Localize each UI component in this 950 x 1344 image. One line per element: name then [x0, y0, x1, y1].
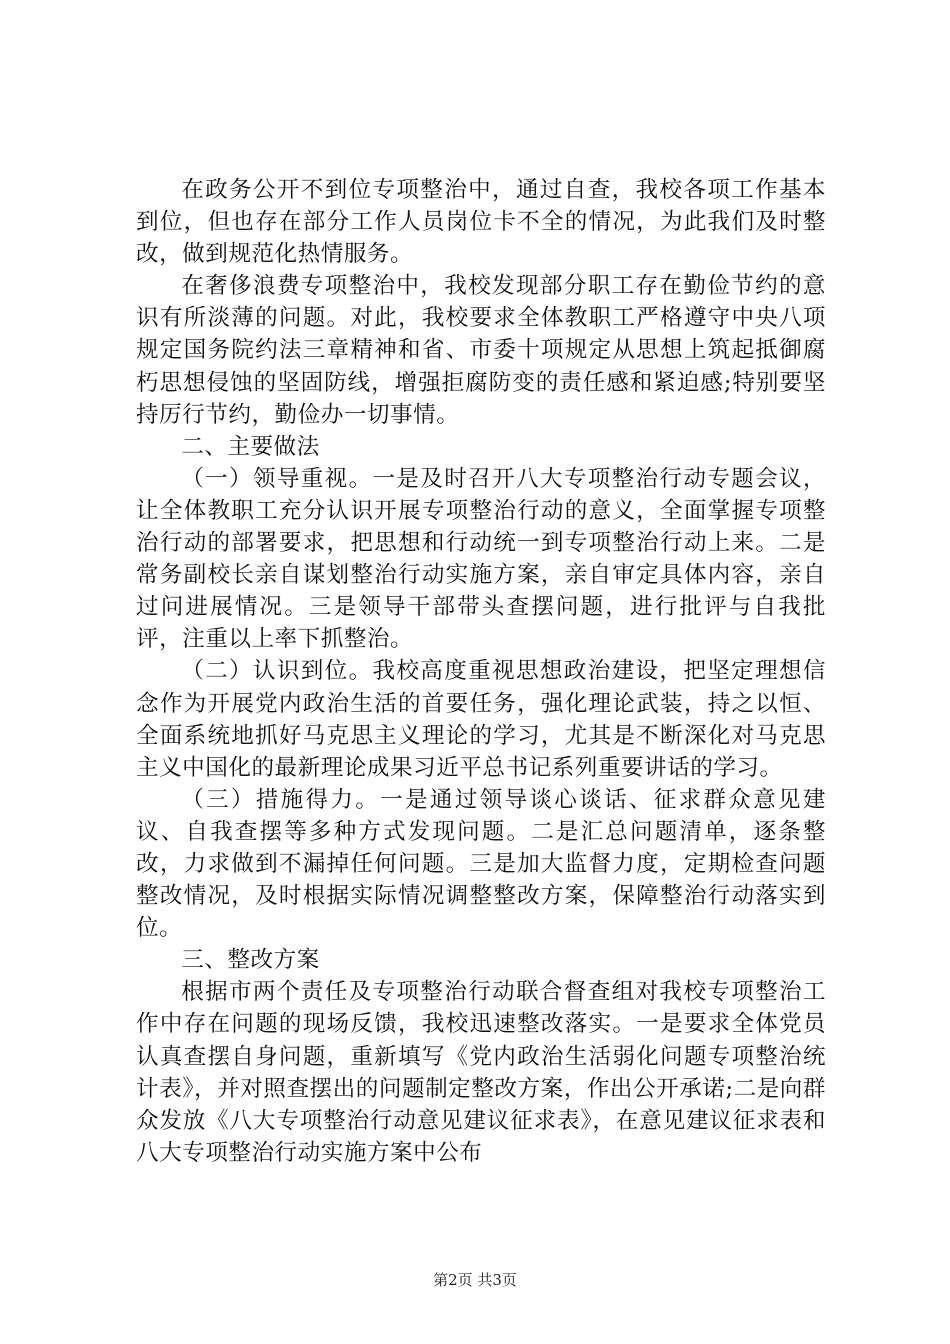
paragraph-leadership: （一）领导重视。一是及时召开八大专项整治行动专题会议，让全体教职工充分认识开展专项整治行动的意义，全面掌握专项整治行动的部署要求，把思想和行动统一到专项整治行动上来。二是常务副校长亲自谋划整治行动实施方案，亲自审定具体内容，亲自过问进展情况。三是领导干部带头查摆问题，进行批评与自我批评，注重以上率下抓整治。: [136, 465, 826, 653]
paragraph-rectification: 根据市两个责任及专项整治行动联合督查组对我校专项整治工作中存在问题的现场反馈，我校迅速整改落实。一是要求全体党员认真查摆自身问题，重新填写《党内政治生活弱化问题专项整治统计表》，并对照查摆出的问题制定整改方案，作出公开承诺;二是向群众发放《八大专项整治行动意见建议征求表》，在意见建议征求表和八大专项整治行动实施方案中公布: [136, 979, 826, 1166]
document-body: [136, 174, 826, 1169]
paragraph-measures: （三）措施得力。一是通过领导谈心谈话、征求群众意见建议、自我查摆等多种方式发现问题。二是汇总问题清单，逐条整改，力求做到不漏掉任何问题。三是加大监督力度，定期检查问题整改情况，及时根据实际情况调整整改方案，保障整治行动落实到位。: [136, 786, 826, 942]
paragraph-awareness: （二）认识到位。我校高度重视思想政治建设，把坚定理想信念作为开展党内政治生活的首要任务，强化理论武装，持之以恒、全面系统地抓好马克思主义理论的学习，尤其是不断深化对马克思主义中国化的最新理论成果习近平总书记系列重要讲话的学习。: [136, 658, 826, 781]
paragraph-government-affairs: 在政务公开不到位专项整治中，通过自查，我校各项工作基本到位，但也存在部分工作人员岗位卡不全的情况，为此我们及时整改，做到规范化热情服务。: [136, 177, 826, 268]
paragraph-extravagance: 在奢侈浪费专项整治中，我校发现部分职工存在勤俭节约的意识有所淡薄的问题。对此，我校要求全体教职工严格遵守中央八项规定国务院约法三章精神和省、市委十项规定从思想上筑起抵御腐朽思想侵蚀的坚固防线，增强拒腐防变的责任感和紧迫感;特别要坚持厉行节约，勤俭办一切事情。: [136, 273, 826, 428]
section-heading-main-practices: 二、主要做法: [181, 433, 320, 460]
page-number-footer: 第2页 共3页: [433, 1271, 517, 1289]
section-heading-rectification-plan: 三、整改方案: [181, 947, 320, 974]
